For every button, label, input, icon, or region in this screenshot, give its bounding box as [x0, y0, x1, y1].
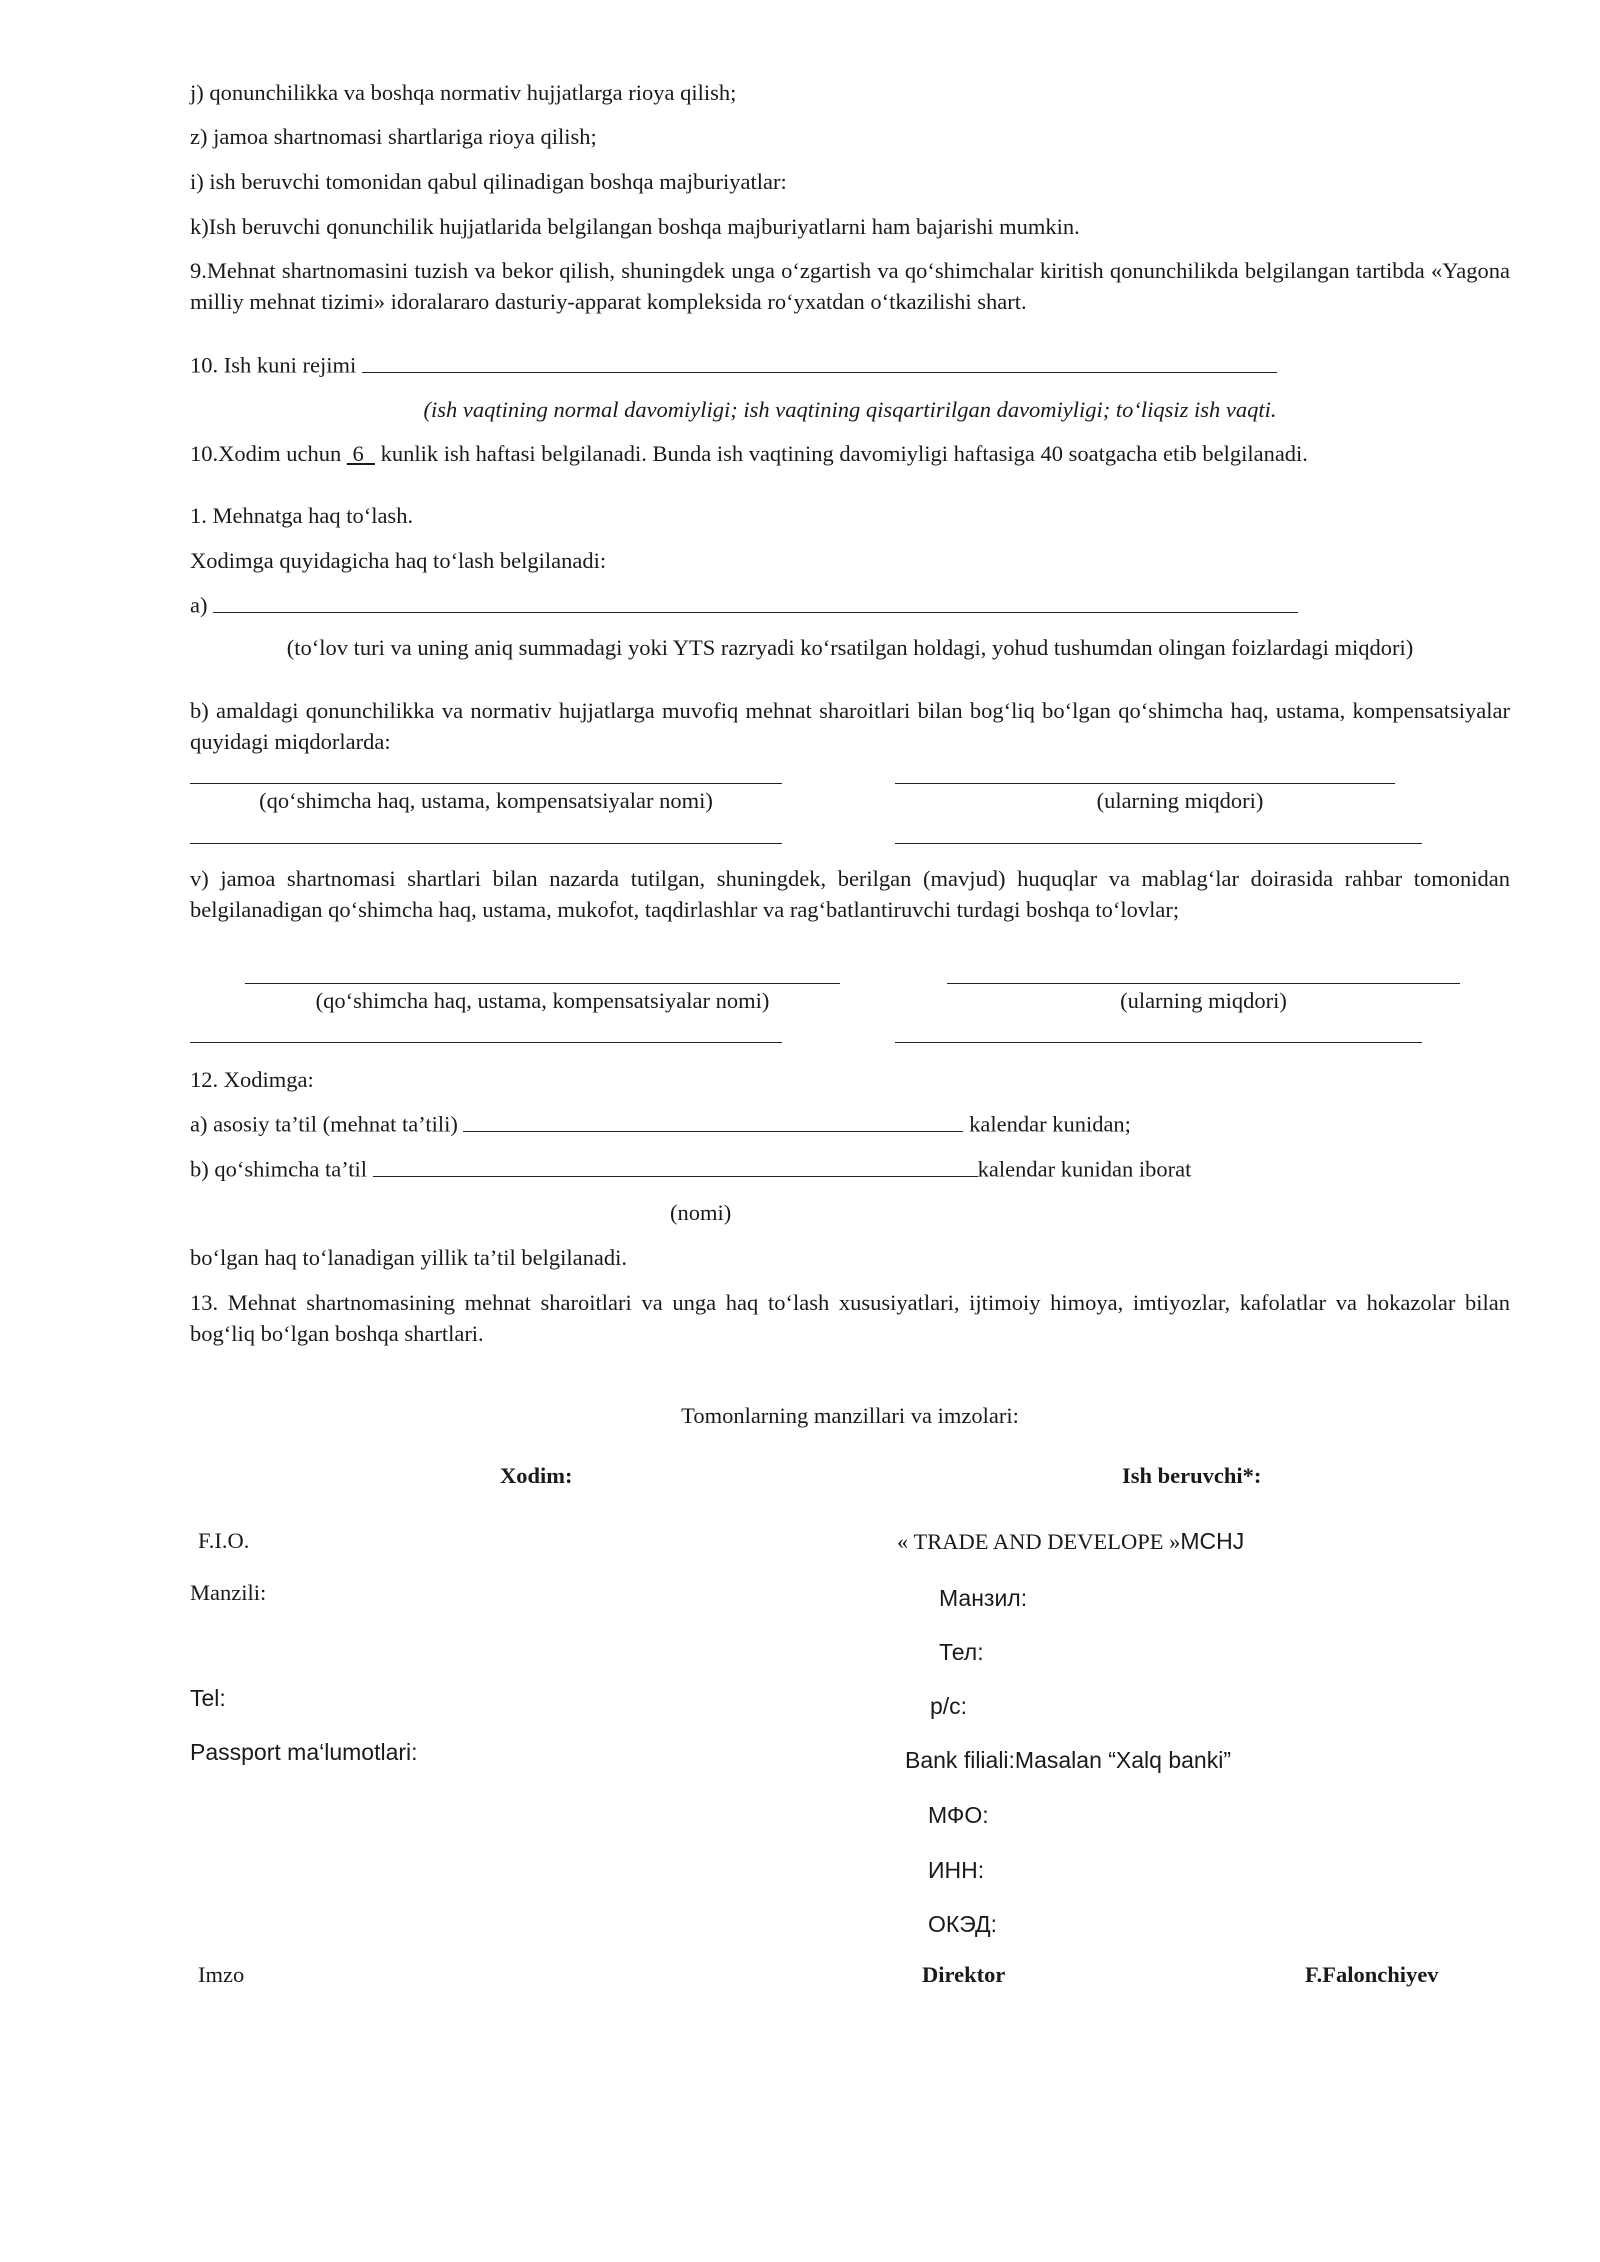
pay-b-amount-blank-1[interactable] — [895, 783, 1395, 784]
work-regime-label: 10. Ish kuni rejimi — [190, 352, 357, 378]
signatures-heading: Tomonlarning manzillari va imzolari: — [681, 1403, 1019, 1428]
pay-b-col2-caption: (ularning miqdori) — [1096, 788, 1264, 813]
employer-director-name: F.Falonchiyev — [1305, 1962, 1439, 1987]
pay-title: 1. Mehnatga haq to‘lash. — [190, 503, 414, 528]
employee-passport: Passport ma‘lumotlari: — [190, 1739, 418, 1765]
leave-b-label: b) qo‘shimcha ta’til — [190, 1156, 368, 1182]
pay-v-text: v) jamoa shartnomasi shartlari bilan nazarda tutilgan, shuningdek, berilgan (mavjud) huquqlar va mablag‘lar doirasida rahbar tomonidan belgilanadigan qo‘shimcha haq, ustama, mukofot, taqdirlashlar va rag‘batlantiruvchi turdagi boshqa to‘lovlar; — [190, 866, 1510, 922]
pay-b-amount-blank-2[interactable] — [895, 843, 1422, 844]
pay-a-blank[interactable] — [213, 589, 1298, 613]
clause-i: i) ish beruvchi tomonidan qabul qilinadigan boshqa majburiyatlar: — [190, 169, 787, 194]
employer-account: р/с: — [930, 1693, 968, 1719]
work-week-prefix: 10.Xodim uchun — [190, 441, 342, 466]
employer-title: Ish beruvchi*: — [1122, 1463, 1262, 1488]
pay-a-line — [190, 589, 1510, 621]
employer-mfo: МФО: — [928, 1802, 989, 1828]
employer-inn: ИНН: — [928, 1857, 985, 1883]
paragraph-13: 13. Mehnat shartnomasining mehnat sharoitlari va unga haq to‘lash xususiyatlari, ijtimoiy himoya, imtiyozlar, kafolatlar va hokazolar bilan bog‘liq bo‘lgan boshqa shartlari. — [190, 1290, 1510, 1346]
employee-signature-label: Imzo — [198, 1962, 245, 1987]
work-regime-hint: (ish vaqtining normal davomiyligi; ish vaqtining qisqartirilgan davomiyligi; to‘liqsiz ish vaqti. — [423, 397, 1277, 422]
employer-address: Манзил: — [939, 1585, 1028, 1611]
pay-v-name-blank-1[interactable] — [245, 983, 840, 984]
employee-address: Manzili: — [190, 1580, 267, 1605]
pay-intro: Xodimga quyidagicha haq to‘lash belgilanadi: — [190, 548, 607, 573]
pay-v-col2-caption: (ularning miqdori) — [1120, 988, 1287, 1013]
employer-bank: Bank filiali:Masalan “Xalq banki” — [905, 1747, 1231, 1773]
leave-end: bo‘lgan haq to‘lanadigan yillik ta’til belgilanadi. — [190, 1245, 627, 1270]
work-week-days: 6 — [352, 441, 364, 466]
pay-v-amount-blank-1[interactable] — [947, 983, 1460, 984]
leave-b-line — [190, 1153, 1510, 1185]
clause-j: j) qonunchilikka va boshqa normativ hujjatlarga rioya qilish; — [190, 80, 737, 105]
pay-v-amount-blank-2[interactable] — [895, 1042, 1422, 1043]
leave-a-label: a) asosiy ta’til (mehnat ta’tili) — [190, 1111, 458, 1137]
work-week-paragraph — [190, 438, 1510, 469]
pay-b-name-blank-2[interactable] — [190, 843, 782, 844]
work-week-suffix: kunlik ish haftasi belgilanadi. Bunda ish vaqtining davomiyligi haftasiga 40 soatgacha etib belgilanadi. — [380, 441, 1308, 466]
employee-title: Xodim: — [500, 1463, 573, 1488]
employer-phone: Тел: — [939, 1639, 984, 1665]
employee-fio: F.I.O. — [198, 1528, 250, 1553]
leave-b-name-caption: (nomi) — [670, 1200, 732, 1225]
work-regime-blank[interactable] — [362, 349, 1277, 373]
pay-v-name-blank-2[interactable] — [190, 1042, 782, 1043]
leave-a-suffix: kalendar kunidan; — [969, 1111, 1131, 1137]
clause-z: z) jamoa shartnomasi shartlariga rioya qilish; — [190, 124, 597, 149]
employer-oked: ОКЭД: — [928, 1911, 998, 1937]
employer-director-label: Direktor — [922, 1962, 1006, 1987]
clause-k: k)Ish beruvchi qonunchilik hujjatlarida belgilangan boshqa majburiyatlarni ham bajarishi mumkin. — [190, 214, 1080, 239]
employer-company-name: « TRADE AND DEVELOPE » — [897, 1529, 1181, 1554]
employee-phone: Tel: — [190, 1685, 226, 1711]
pay-a-label: a) — [190, 592, 208, 618]
employer-company-type: MCHJ — [1180, 1528, 1245, 1554]
employer-company — [897, 1526, 1244, 1557]
pay-v-col1-caption: (qo‘shimcha haq, ustama, kompensatsiyalar nomi) — [315, 988, 770, 1013]
pay-b-text: b) amaldagi qonunchilikka va normativ hujjatlarga muvofiq mehnat sharoitlari bilan bog‘liq bo‘lgan qo‘shimcha haq, ustama, kompensatsiyalar quyidagi miqdorlarda: — [190, 698, 1510, 754]
leave-b-blank[interactable] — [373, 1153, 978, 1177]
leave-a-line — [190, 1108, 1510, 1140]
paragraph-9: 9.Mehnat shartnomasini tuzish va bekor qilish, shuningdek unga o‘zgartish va qo‘shimchalar kiritish qonunchilikda belgilangan tartibda «Yagona milliy mehnat tizimi» idoralararo dasturiy-apparat kompleksida ro‘yxatdan o‘tkazilishi shart. — [190, 258, 1510, 314]
pay-b-name-blank-1[interactable] — [190, 783, 782, 784]
pay-b-col1-caption: (qo‘shimcha haq, ustama, kompensatsiyalar nomi) — [259, 788, 713, 813]
leave-b-suffix: kalendar kunidan iborat — [977, 1156, 1192, 1182]
pay-a-hint: (to‘lov turi va uning aniq summadagi yoki YTS razryadi ko‘rsatilgan holdagi, yohud tushumdan olingan foizlardagi miqdori) — [286, 635, 1414, 660]
leave-a-blank[interactable] — [463, 1108, 963, 1132]
work-regime-line — [190, 349, 1510, 381]
leave-title: 12. Xodimga: — [190, 1067, 314, 1092]
